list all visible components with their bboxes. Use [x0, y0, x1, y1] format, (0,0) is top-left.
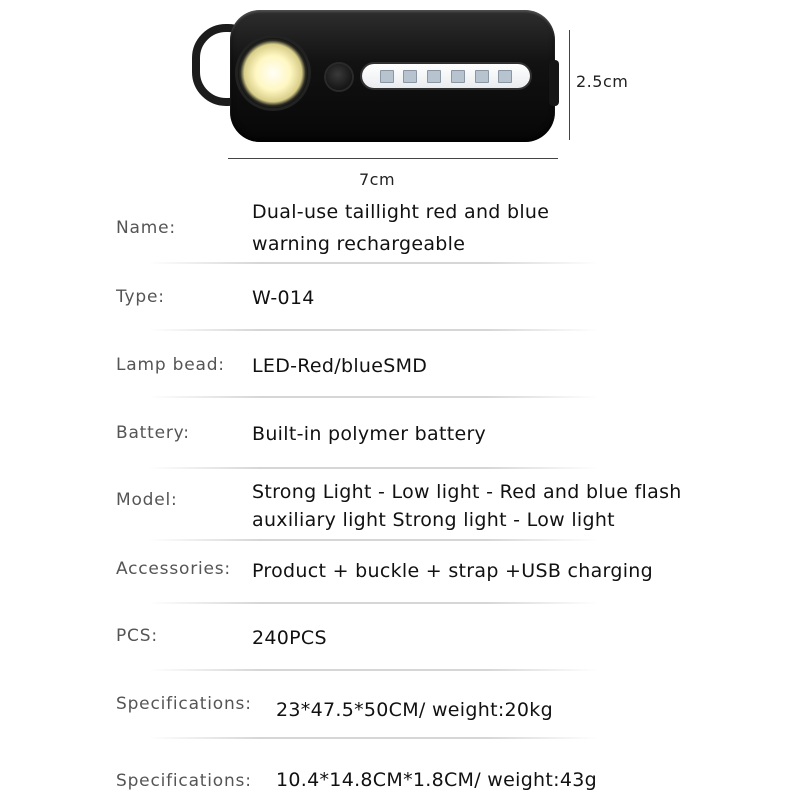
spec-value-name-line2: warning rechargeable [252, 233, 466, 255]
side-port [549, 60, 559, 106]
spec-label-carton-specifications: Specifications: [116, 694, 252, 714]
spec-value-accessories: Product + buckle + strap +USB charging [252, 560, 653, 582]
cob-lens-icon [238, 38, 308, 108]
row-divider [148, 669, 598, 671]
led-chip [475, 70, 489, 83]
spec-value-model-line2: auxiliary light Strong light - Low light [252, 509, 615, 531]
row-divider [148, 262, 598, 264]
product-image [0, 0, 800, 200]
spec-value-product-specifications: 10.4*14.8CM*1.8CM/ weight:43g [276, 769, 597, 791]
spec-label-model: Model: [116, 490, 178, 510]
spec-value-type: W-014 [252, 287, 315, 309]
height-dimension-line [569, 30, 570, 140]
led-strip [362, 64, 530, 88]
spec-label-pcs: PCS: [116, 626, 158, 646]
spec-label-accessories: Accessories: [116, 559, 231, 579]
spec-value-carton-specifications: 23*47.5*50CM/ weight:20kg [276, 699, 553, 721]
row-divider [148, 539, 598, 541]
spec-label-name: Name: [116, 218, 176, 238]
height-dimension-label: 2.5cm [576, 72, 629, 91]
spec-label-type: Type: [116, 287, 165, 307]
spec-value-model-line1: Strong Light - Low light - Red and blue flash [252, 481, 682, 503]
row-divider [148, 329, 598, 331]
spec-value-battery: Built-in polymer battery [252, 423, 487, 445]
width-dimension-line [228, 158, 558, 159]
row-divider [148, 396, 598, 398]
spec-value-pcs: 240PCS [252, 627, 327, 649]
led-chip [498, 70, 512, 83]
led-chip [427, 70, 441, 83]
spec-label-battery: Battery: [116, 423, 190, 443]
spec-label-product-specifications: Specifications: [116, 771, 252, 791]
spec-label-lamp-bead: Lamp bead: [116, 355, 225, 375]
spec-value-name-line1: Dual-use taillight red and blue [252, 201, 550, 223]
led-chip [451, 70, 465, 83]
width-dimension-label: 7cm [359, 170, 396, 186]
led-chip [403, 70, 417, 83]
led-chip [380, 70, 394, 83]
power-button-icon [326, 64, 352, 90]
spec-value-lamp-bead: LED-Red/blueSMD [252, 355, 428, 377]
row-divider [148, 737, 598, 739]
row-divider [148, 467, 598, 469]
row-divider [148, 602, 598, 604]
